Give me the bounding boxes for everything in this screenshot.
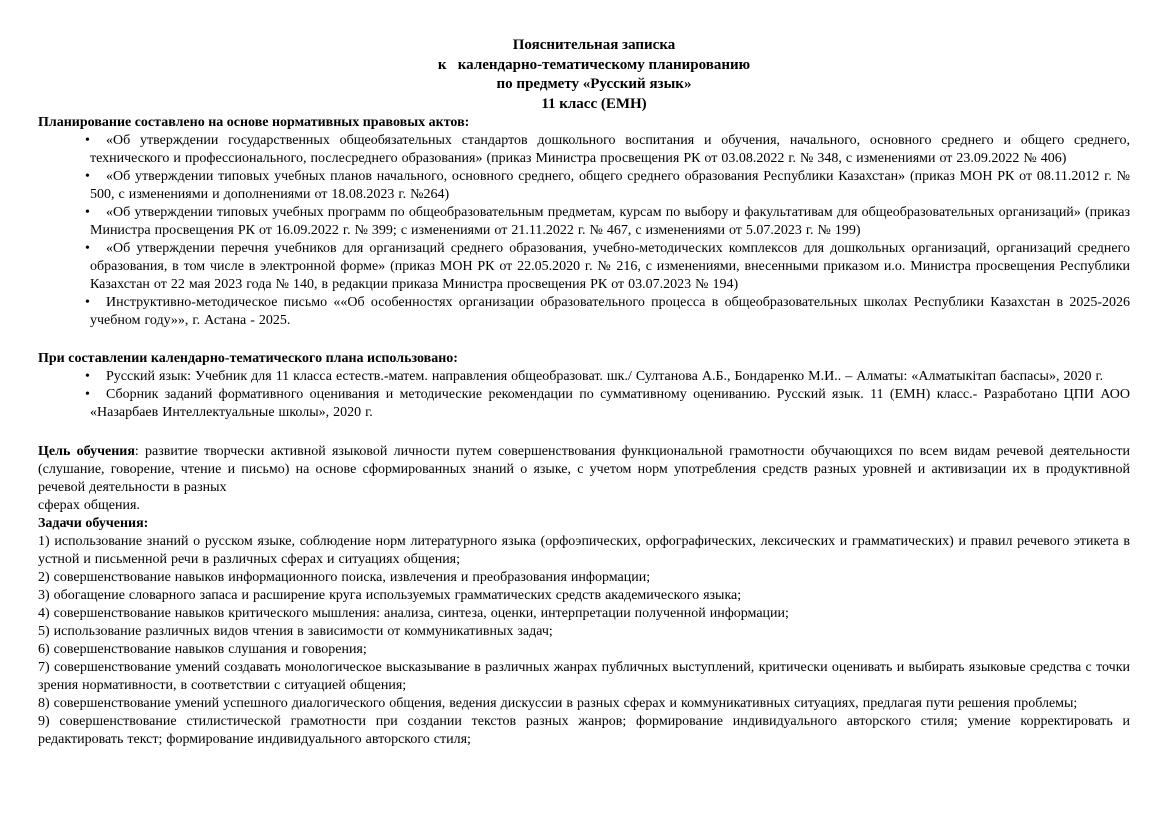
task-item-1: 1) использование знаний о русском языке, соблюдение норм литературного языка (орфоэпических, орфографических, лексических и грамматических) и правил речевого этикета в устной и письменной речи в различных сферах и ситуациях общения; — [38, 534, 1130, 567]
task-item-4: 4) совершенствование навыков критического мышления: анализа, синтеза, оценки, интерпретации полученной информации; — [38, 606, 789, 621]
document-title — [38, 36, 1130, 114]
goal-tail: сферах общения. — [38, 498, 140, 513]
task-item-2: 2) совершенствование навыков информационного поиска, извлечения и преобразования информации; — [38, 570, 651, 585]
goal-text: : развитие творчески активной языковой личности путем совершенствования функциональной грамотности обучающихся по всем видам речевой деятельности (слушание, говорение, чтение и письмо) на основе сформированных знаний о языке, с учетом норм употребления средств разных уровней и активизации их в продуктивной речевой деятельности в разных — [38, 444, 1130, 495]
sources-list — [38, 368, 1130, 422]
tasks-section-heading: Задачи обучения: — [38, 516, 149, 531]
goal-label: Цель обучения — [38, 444, 135, 459]
task-item-7: 7) совершенствование умений создавать монологическое высказывание в различных жанрах публичных выступлений, критически оценивать и выбирать языковые средства с точки зрения нормативности, в соответствии с ситуацией общения; — [38, 660, 1130, 693]
task-item-6: 6) совершенствование навыков слушания и говорения; — [38, 642, 367, 657]
task-item-9: 9) совершенствование стилистической грамотности при создании текстов разных жанров; формирование индивидуального авторского стиля; умение корректировать и редактировать текст; формирование индивидуального авторского стиля; — [38, 714, 1130, 747]
normative-section-heading: Планирование составлено на основе нормативных правовых актов: — [38, 115, 470, 130]
normative-list-item: • «Об утверждении типовых учебных планов начального, основного среднего, общего среднего образования Республики Казахстан» (приказ МОН РК от 08.11.2012 г. № 500, с изменениями и дополнениями от 18.08.2023 г. №264) — [90, 168, 1130, 204]
title-line-4: 11 класс (ЕМН) — [541, 95, 647, 112]
goal-paragraph — [38, 443, 1130, 515]
normative-list-item: • «Об утверждении государственных общеобязательных стандартов дошкольного воспитания и обучения, начального, основного среднего и общего среднего, технического и профессионального, послесреднего образования» (приказ Министра просвещения РК от 03.08.2022 г. № 348, с изменениями от 23.09.2022 № 406) — [90, 132, 1130, 168]
sources-list-item: • Русский язык: Учебник для 11 класса естеств.-матем. направления общеобразоват. шк./ Султанова А.Б., Бондаренко М.И.. – Алматы: «Алматыкітап баспасы», 2020 г. — [90, 368, 1130, 386]
task-item-5: 5) использование различных видов чтения в зависимости от коммуникативных задач; — [38, 624, 553, 639]
title-line-3: по предмету «Русский язык» — [496, 76, 692, 92]
normative-list-item: • «Об утверждении типовых учебных программ по общеобразовательным предметам, курсам по выбору и факультативам для общеобразовательных организаций» (приказ Министра просвещения РК от 16.09.2022 г. № 399; с изменениями от 21.11.2022 г. № 467, с изменениями от 5.07.2023 г. № 199) — [90, 204, 1130, 240]
normative-list-item: • «Об утверждении перечня учебников для организаций среднего образования, учебно-методических комплексов для дошкольных организаций, организаций среднего образования, в том числе в электронной форме» (приказ МОН РК от 22.05.2020 г. № 216, с изменениями, внесенными приказом и.о. Министра просвещения Республики Казахстан от 22 мая 2023 года № 140, в редакции приказа Министра просвещения РК от 03.07.2023 № 194) — [90, 240, 1130, 294]
sources-section-heading: При составлении календарно-тематического плана использовано: — [38, 351, 458, 366]
task-item-3: 3) обогащение словарного запаса и расширение круга используемых грамматических средств академического языка; — [38, 588, 742, 603]
normative-list-item: • Инструктивно-методическое письмо ««Об особенностях организации образовательного процесса в общеобразовательных школах Республики Казахстан в 2025-2026 учебном году»», г. Астана - 2025. — [90, 294, 1130, 330]
sources-list-item: • Сборник заданий формативного оценивания и методические рекомендации по суммативному оцениванию. Русский язык. 11 (ЕМН) класс.- Разработано ЦПИ АОО «Назарбаев Интеллектуальные школы», 2020 г. — [90, 386, 1130, 422]
normative-list — [38, 132, 1130, 330]
title-line-1: Пояснительная записка — [512, 37, 676, 53]
title-line-2: к календарно-тематическому планированию — [437, 56, 751, 73]
task-item-8: 8) совершенствование умений успешного диалогического общения, ведения дискуссии в разных сферах и коммуникативных ситуациях, предлагая пути решения проблемы; — [38, 696, 1078, 711]
